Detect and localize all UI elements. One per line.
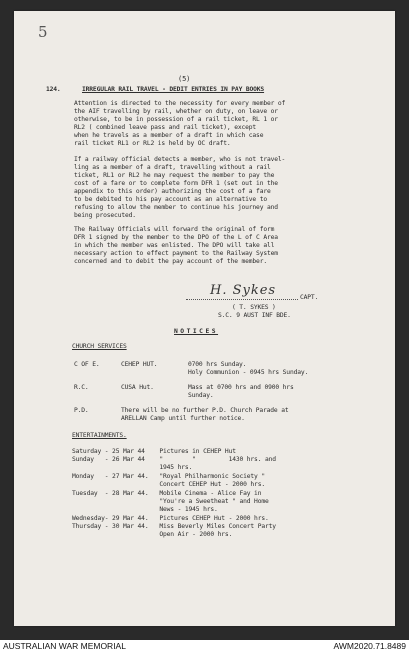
paragraph-line: being prosecuted.	[74, 212, 136, 219]
entertainment-line: Tuesday - 28 Mar 44. Mobile Cinema - Alice Fay in	[72, 490, 262, 497]
paragraph-line: appendix to this order) authorizing the cost of a fare	[74, 188, 271, 195]
section-title: IRREGULAR RAIL TRAVEL - DEDIT ENTRIES IN PAY BOOKS	[82, 86, 265, 93]
church-time: 0700 hrs Sunday.	[188, 361, 247, 368]
entertainment-line: Concert CEHEP Hut - 2000 hrs.	[72, 481, 265, 488]
church-heading: CHURCH SERVICES	[72, 343, 127, 350]
church-denomination: P.D.	[74, 407, 89, 414]
entertainment-line: Saturday - 25 Mar 44 Pictures in CEHEP Hut	[72, 448, 236, 455]
church-notice: ARELLAN Camp until further notice.	[121, 415, 245, 422]
church-notice: There will be no further P.D. Church Parade at	[121, 407, 289, 414]
paragraph-line: to be debited to his pay account as an alternative to	[74, 196, 267, 203]
archive-footer	[0, 640, 409, 653]
footer-catalogue-number: AWM2020.71.8489	[333, 641, 406, 651]
paragraph-line: otherwise, to be in possession of a rail ticket, RL 1 or	[74, 116, 278, 123]
paragraph-line: in which the member was enlisted. The DPO will take all	[74, 242, 275, 249]
church-place: CUSA Hut.	[121, 384, 154, 391]
entertainments-heading: ENTERTAINMENTS.	[72, 432, 127, 439]
paragraph-line: ticket, RL1 or RL2 he may request the member to pay the	[74, 172, 275, 179]
signature-line	[186, 299, 298, 300]
paragraph-line: the AIF travelling by rail, whether on duty, on leave or	[74, 108, 278, 115]
page-number: (5)	[178, 75, 191, 83]
paragraph-line: rail ticket RL1 or RL2 is held by OC draft.	[74, 140, 231, 147]
signature-unit: S.C. 9 AUST INF BDE.	[218, 312, 291, 319]
entertainment-line: Open Air - 2000 hrs.	[72, 531, 233, 538]
paragraph-line: necessary action to effect payment to the Railway System	[74, 250, 278, 257]
paragraph-line: The Railway Officials will forward the original of form	[74, 226, 275, 233]
notices-title: NOTICES	[174, 328, 219, 335]
entertainment-line: Sunday - 26 Mar 44 " " 1430 hrs. and	[72, 456, 276, 463]
church-time: Sunday.	[188, 392, 214, 399]
church-time: Holy Communion - 0945 hrs Sunday.	[188, 369, 309, 376]
paragraph-line: concerned and to debit the pay account of the member.	[74, 258, 267, 265]
footer-institution: AUSTRALIAN WAR MEMORIAL	[3, 641, 126, 651]
entertainment-line: News - 1945 hrs.	[72, 506, 218, 513]
signature-rank: CAPT.	[300, 294, 319, 301]
paragraph-line: DFR 1 signed by the member to the DPO of the L of C Area	[74, 234, 278, 241]
church-denomination: C OF E.	[74, 361, 100, 368]
handwritten-signature: H. Sykes	[210, 283, 277, 298]
paragraph-line: cost of a fare or to complete form DFR 1 (set out in the	[74, 180, 278, 187]
paragraph-line: refusing to allow the member to continue his journey and	[74, 204, 278, 211]
paragraph-line: ling as a member of a draft, travelling without a rail	[74, 164, 271, 171]
document-page	[14, 11, 395, 626]
church-place: CEHEP HUT.	[121, 361, 158, 368]
entertainment-line: Monday - 27 Mar 44. "Royal Philharmonic Society "	[72, 473, 265, 480]
church-denomination: R.C.	[74, 384, 89, 391]
paragraph-line: RL2 ( combined leave pass and rail ticket), except	[74, 124, 257, 131]
entertainment-line: "You're a Sweetheat " and Home	[72, 498, 269, 505]
entertainment-line: Wednesday- 29 Mar 44. Pictures CEHEP Hut - 2000 hrs.	[72, 515, 269, 522]
section-number: 124.	[46, 86, 61, 93]
paragraph-line: If a railway official detects a member, who is not travel-	[74, 156, 286, 163]
paragraph-line: Attention is directed to the necessity for every member of	[74, 100, 286, 107]
church-time: Mass at 0700 hrs and 0900 hrs	[188, 384, 294, 391]
pencil-mark: 5	[38, 23, 48, 41]
entertainment-line: 1945 hrs.	[72, 464, 193, 471]
signature-name: ( T. SYKES )	[232, 304, 276, 311]
entertainment-line: Thursday - 30 Mar 44. Miss Beverly Miles Concert Party	[72, 523, 276, 530]
paragraph-line: when he travels as a member of a draft in which case	[74, 132, 264, 139]
